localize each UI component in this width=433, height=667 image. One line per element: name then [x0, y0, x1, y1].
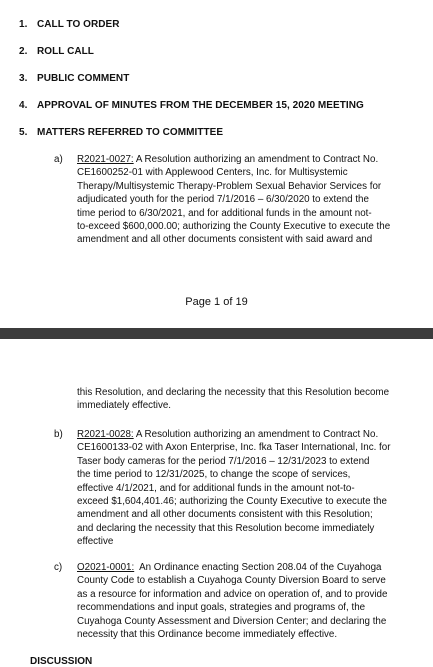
sub-item-c — [0, 561, 433, 646]
text-line — [77, 428, 429, 441]
text-line: this Resolution, and declaring the necessity that this Resolution become — [77, 387, 390, 398]
sub-item-letter: a) — [54, 154, 63, 165]
resolution-reference: R2021-0028: — [77, 429, 134, 440]
text-line: the time period to 12/31/2025, to change the scope of services, — [77, 469, 351, 481]
text-line: effective — [77, 536, 114, 548]
sub-item-a — [0, 153, 433, 253]
sub-item-a-continuation — [77, 386, 429, 413]
agenda-item-3 — [19, 73, 129, 84]
agenda-title: CALL TO ORDER — [37, 19, 120, 30]
page-break-divider — [0, 328, 433, 339]
agenda-title: ROLL CALL — [37, 46, 94, 57]
agenda-number: 1. — [19, 19, 28, 30]
text-line: Cuyahoga County Assessment and Diversion Center; and declaring the — [77, 615, 387, 627]
text-line: recommendations and input goals, strategies and programs of, the — [77, 602, 366, 614]
agenda-title: APPROVAL OF MINUTES FROM THE DECEMBER 15, 2020 MEETING — [37, 100, 364, 111]
text-line: to-exceed $600,000.00; authorizing the County Executive to execute the — [77, 221, 391, 233]
agenda-item-2 — [19, 46, 94, 57]
sub-item-text — [77, 153, 429, 247]
agenda-number: 2. — [19, 46, 28, 57]
sub-item-text — [77, 561, 429, 641]
text-line: time period to 6/30/2021, and for additional funds in the amount not- — [77, 207, 372, 219]
sub-item-letter: c) — [54, 562, 63, 573]
text-line: effective 4/1/2021, and for additional funds in the amount not-to- — [77, 482, 355, 494]
text-line: and declaring the necessity that this Resolution become immediately — [77, 522, 375, 534]
page-number: Page 1 of 19 — [185, 296, 248, 308]
text-line: amendment and all other documents consistent with said award and — [77, 234, 373, 246]
text-line: CE1600252-01 with Applewood Centers, Inc. for Multisystemic — [77, 167, 348, 179]
agenda-number: 3. — [19, 73, 28, 84]
text-line — [77, 153, 429, 166]
agenda-item-1 — [19, 19, 120, 30]
text-line: immediately effective. — [77, 400, 172, 412]
text-line: necessity that this Ordinance become immediately effective. — [77, 629, 338, 641]
agenda-number: 4. — [19, 100, 28, 111]
text-line: adjudicated youth for the period 7/1/2016 – 6/30/2020 to extend the — [77, 194, 369, 206]
resolution-reference: R2021-0027: — [77, 154, 134, 165]
agenda-item-4 — [19, 100, 364, 111]
sub-item-b — [0, 428, 433, 553]
text-line: CE1600133-02 with Axon Enterprise, Inc. fka Taser International, Inc. for — [77, 442, 391, 454]
agenda-title: MATTERS REFERRED TO COMMITTEE — [37, 127, 224, 138]
text-line: Therapy/Multisystemic Therapy-Problem Sexual Behavior Services for — [77, 180, 382, 192]
agenda-number: 5. — [19, 127, 28, 138]
text-line — [77, 561, 429, 574]
text-line-content: A Resolution authorizing an amendment to Contract No. — [133, 154, 379, 165]
clipped-heading: DISCUSSION — [30, 656, 93, 667]
text-line: amendment and all other documents consistent with this Resolution; — [77, 509, 373, 521]
sub-item-text — [77, 428, 429, 549]
text-line: Taser body cameras for the period 7/1/2016 – 12/31/2023 to extend — [77, 455, 370, 467]
text-line: County Code to establish a Cuyahoga County Diversion Board to serve — [77, 575, 386, 587]
ordinance-reference: O2021-0001: — [77, 562, 135, 573]
text-line-content: A Resolution authorizing an amendment to Contract No. — [133, 429, 379, 440]
agenda-title: PUBLIC COMMENT — [37, 73, 130, 84]
text-line: as a resource for information and advice on operation of, and to provide — [77, 588, 388, 600]
text-line-content: An Ordinance enacting Section 208.04 of the Cuyahoga — [134, 562, 382, 573]
text-line: exceed $1,604,401.46; authorizing the County Executive to execute the — [77, 496, 387, 508]
sub-item-letter: b) — [54, 429, 63, 440]
agenda-item-5 — [19, 127, 223, 138]
